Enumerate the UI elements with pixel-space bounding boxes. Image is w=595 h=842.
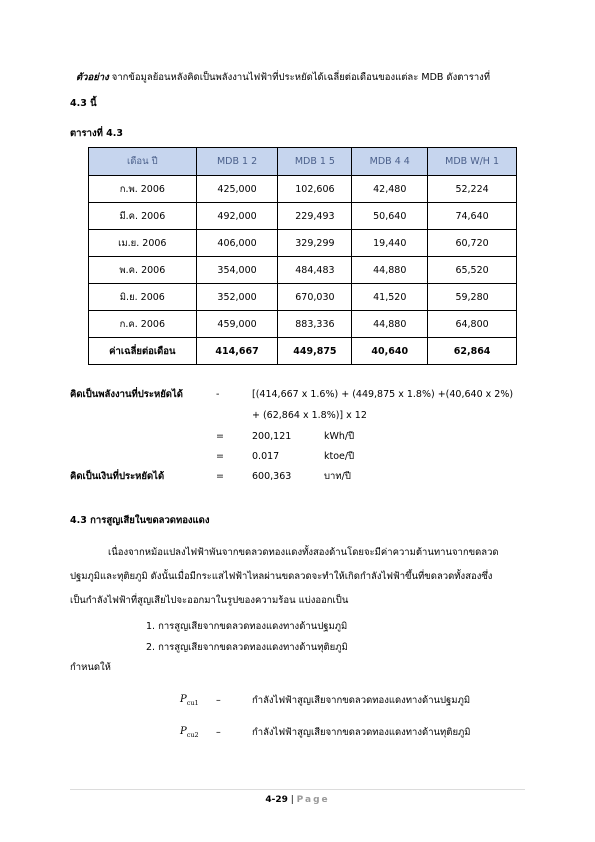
table-average-row — [89, 338, 517, 365]
avg-label: ค่าเฉลี่ยต่อเดือน — [89, 338, 197, 365]
avg-cell: 62,864 — [428, 338, 517, 365]
page-number: 4-29 — [265, 795, 288, 805]
savings-table — [88, 147, 517, 365]
unit-ktoe: ktoe/ปี — [324, 451, 355, 462]
cell: 59,280 — [428, 284, 517, 311]
cell: 65,520 — [428, 257, 517, 284]
unit-kwh: kWh/ปี — [324, 431, 355, 442]
cell: 42,480 — [352, 176, 428, 203]
formula-line-2: + (62,864 x 1.8%)] x 12 — [252, 410, 367, 421]
table-caption: ตารางที่ 4.3 — [70, 128, 123, 139]
table-row — [89, 284, 517, 311]
cell: 44,880 — [352, 257, 428, 284]
value-baht: 600,363 — [252, 471, 292, 482]
money-saved-label: คิดเป็นเงินที่ประหยัดได้ — [70, 471, 165, 482]
section-heading: 4.3 การสูญเสียในขดลวดทองแดง — [70, 515, 210, 526]
cell: 41,520 — [352, 284, 428, 311]
cell: มี.ค. 2006 — [89, 203, 197, 230]
list-item-1: 1. การสูญเสียจากขดลวดทองแดงทางด้านปฐมภูมิ — [146, 621, 348, 632]
cell: 670,030 — [278, 284, 352, 311]
calc-dash: - — [216, 389, 220, 400]
table-row — [89, 176, 517, 203]
cell: 492,000 — [196, 203, 278, 230]
cell: 74,640 — [428, 203, 517, 230]
paragraph-line-3: เป็นกำลังไฟฟ้าที่สูญเสียไปจะออกมาในรูปของความร้อน แบ่งออกเป็น — [70, 595, 349, 606]
paragraph-line-1: เนื่องจากหม้อแปลงไฟฟ้าพันจากขดลวดทองแดงทั้งสองด้านโดยจะมีค่าความต้านทานจากขดลวด — [108, 547, 499, 558]
cell: 883,336 — [278, 311, 352, 338]
energy-saved-label: คิดเป็นพลังงานที่ประหยัดได้ — [70, 389, 183, 400]
intro-label: ตัวอย่าง — [76, 72, 109, 83]
cell: 60,720 — [428, 230, 517, 257]
define-label: กำหนดให้ — [70, 662, 111, 673]
cell: 52,224 — [428, 176, 517, 203]
table-row — [89, 203, 517, 230]
intro-line-1 — [76, 71, 490, 84]
cell: 459,000 — [196, 311, 278, 338]
equals-3: = — [216, 471, 224, 482]
cell: 229,493 — [278, 203, 352, 230]
list-item-2: 2. การสูญเสียจากขดลวดทองแดงทางด้านทุติยภูมิ — [146, 642, 348, 653]
intro-text: จากข้อมูลย้อนหลังคิดเป็นพลังงานไฟฟ้าที่ประหยัดได้เฉลี่ยต่อเดือนของแต่ละ MDB ดังตารางที่ — [111, 72, 491, 83]
cell: ก.พ. 2006 — [89, 176, 197, 203]
cell: มิ.ย. 2006 — [89, 284, 197, 311]
cell: เม.ย. 2006 — [89, 230, 197, 257]
header-mdb-wh-1: MDB W/H 1 — [428, 148, 517, 176]
pcu1-dash: – — [216, 695, 221, 706]
cell: 44,880 — [352, 311, 428, 338]
pcu2-dash: – — [216, 727, 221, 738]
pcu1-description: กำลังไฟฟ้าสูญเสียจากขดลวดทองแดงทางด้านปฐมภูมิ — [252, 695, 471, 706]
cell: ก.ค. 2006 — [89, 311, 197, 338]
page-footer — [0, 795, 595, 805]
paragraph-line-2: ปฐมภูมิและทุติยภูมิ ดังนั้นเมื่อมีกระแสไฟฟ้าไหลผ่านขดลวดจะทำให้เกิดกำลังไฟฟ้าขึ้นที่ขดลวดทั้งสองซึ่ง — [70, 571, 493, 582]
header-mdb-1-2: MDB 1 2 — [196, 148, 278, 176]
page-label: Page — [296, 795, 330, 805]
cell: 484,483 — [278, 257, 352, 284]
cell: 352,000 — [196, 284, 278, 311]
value-kwh: 200,121 — [252, 431, 292, 442]
table-row — [89, 311, 517, 338]
footer-divider — [70, 789, 525, 790]
header-month: เดือน ปี — [89, 148, 197, 176]
header-mdb-4-4: MDB 4 4 — [352, 148, 428, 176]
footer-separator: | — [290, 795, 294, 805]
cell: 19,440 — [352, 230, 428, 257]
avg-cell: 449,875 — [278, 338, 352, 365]
equals-2: = — [216, 451, 224, 462]
cell: 50,640 — [352, 203, 428, 230]
table-row — [89, 230, 517, 257]
formula-line-1: [(414,667 x 1.6%) + (449,875 x 1.8%) +(40,640 x 2%) — [252, 389, 514, 400]
pcu2-symbol: $P_{cu2}$ — [180, 726, 199, 739]
cell: 102,606 — [278, 176, 352, 203]
value-ktoe: 0.017 — [252, 451, 280, 462]
table-header-row — [89, 148, 517, 176]
header-mdb-1-5: MDB 1 5 — [278, 148, 352, 176]
pcu1-symbol: $P_{cu1}$ — [180, 694, 199, 707]
cell: 64,800 — [428, 311, 517, 338]
cell: 406,000 — [196, 230, 278, 257]
cell: พ.ค. 2006 — [89, 257, 197, 284]
cell: 425,000 — [196, 176, 278, 203]
cell: 329,299 — [278, 230, 352, 257]
cell: 354,000 — [196, 257, 278, 284]
table-row — [89, 257, 517, 284]
intro-line-2: 4.3 นี้ — [70, 98, 97, 109]
equals-1: = — [216, 431, 224, 442]
pcu2-description: กำลังไฟฟ้าสูญเสียจากขดลวดทองแดงทางด้านทุติยภูมิ — [252, 727, 471, 738]
avg-cell: 40,640 — [352, 338, 428, 365]
unit-baht: บาท/ปี — [324, 471, 351, 482]
avg-cell: 414,667 — [196, 338, 278, 365]
